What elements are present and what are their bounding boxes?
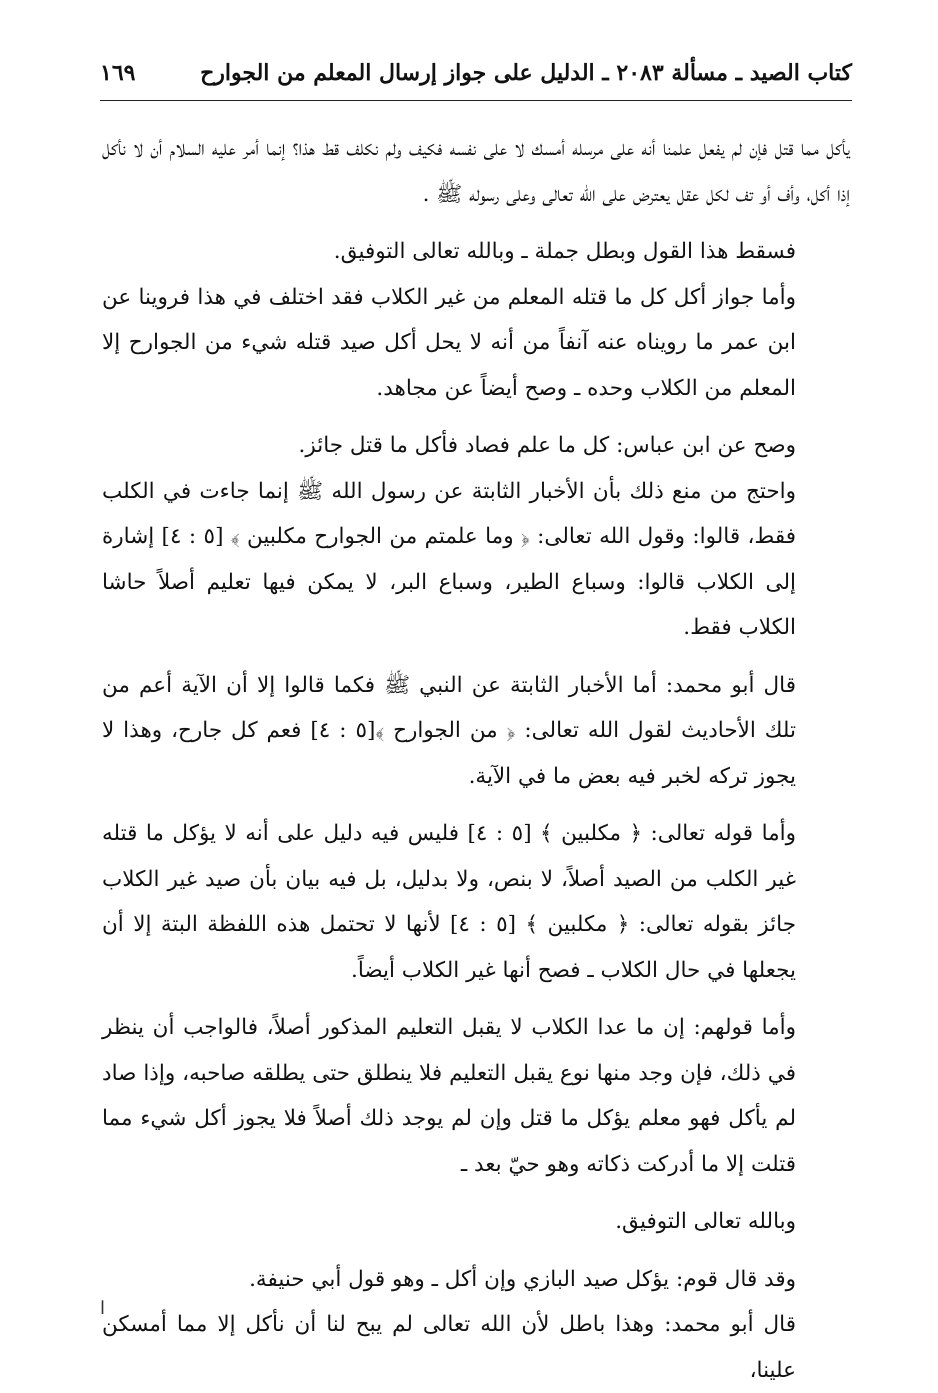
header-divider bbox=[100, 100, 852, 101]
paragraph: واحتج من منع ذلك بأن الأخبار الثابتة عن رسول الله ﷺ إنما جاءت في الكلب فقط، قالوا: وقول الله تعالى: ﴿ وما علمتم من الجوارح مكلبين ﴾ [٥ : ٤] إشارة إلى الكلاب قالوا: وسباع الطير، وسباع البر، لا يمكن فيها تعليم أصلاً حاشا الكلاب فقط. bbox=[102, 478, 796, 640]
running-title: كتاب الصيد ـ مسألة ٢٠٨٣ ـ الدليل على جواز إرسال المعلم من الجوارح bbox=[200, 60, 852, 86]
paragraph: وأما قوله تعالى: ﴿ مكلبين ﴾ [٥ : ٤] فليس فيه دليل على أنه لا يؤكل ما قتله غير الكلب من الصيد أصلاً، لا بنص، ولا بدليل، بل فيه بيان بأن صيد غير الكلاب جائز بقوله تعالى: ﴿ مكلبين ﴾ [٥ : ٤] لأنها لا تحتمل هذه اللفظة البتة إلا أن يجعلها في حال الكلاب ـ فصح أنها غير الكلاب أيضاً. bbox=[102, 821, 796, 983]
paragraph: وأما قولهم: إن ما عدا الكلاب لا يقبل التعليم المذكور أصلاً، فالواجب أن ينظر في ذلك، فإن وجد منها نوع يقبل التعليم فلا ينطلق حتى يطلقه صاحبه، وإذا صاد لم يأكل فهو معلم يؤكل ما قتل وإن لم يوجد ذلك أصلاً فلا يجوز أكل شيء مما قتلت إلا ما أدركت ذكاته وهو حيّ بعد ـ bbox=[102, 1015, 796, 1177]
paragraph: وأما جواز أكل كل ما قتله المعلم من غير الكلاب فقد اختلف في هذا فروينا عن ابن عمر ما رويناه عنه آنفاً من أنه لا يحل أكل صيد قتله شيء من الجوارح إلا المعلم من الكلاب وحده ـ وصح أيضاً عن مجاهد. bbox=[102, 284, 796, 401]
paragraph: وصح عن ابن عباس: كل ما علم فصاد فأكل ما قتل جائز. bbox=[298, 433, 796, 458]
paragraph: فسقط هذا القول وبطل جملة ـ وبالله تعالى التوفيق. bbox=[333, 239, 796, 264]
running-header bbox=[100, 52, 852, 90]
paragraph: قال أبو محمد: وهذا باطل لأن الله تعالى لم يبح لنا أن نأكل إلا مما أمسكن علينا، bbox=[102, 1312, 796, 1383]
paragraph: قال أبو محمد: أما الأخبار الثابتة عن النبي ﷺ فكما قالوا إلا أن الآية أعم من تلك الأحاديث لقول الله تعالى: ﴿ من الجوارح ﴾[٥ : ٤] فعم كل جارح، وهذا لا يجوز تركه لخبر فيه بعض ما في الآية. bbox=[102, 672, 796, 789]
page-body bbox=[102, 126, 850, 1393]
paragraph: وبالله تعالى التوفيق. bbox=[615, 1209, 796, 1234]
margin-mark: ا bbox=[100, 1298, 106, 1319]
paragraph: يأكل مما قتل فإن لم يفعل علمنا أنه على مرسله أمسك لا على نفسه فكيف ولم نكلف قط هذا؟ إنما أمر عليه السلام أن لا نأكل إذا أكل، وأف أو تف لكل عقل يعترض على الله تعالى وعلى رسوله ﷺ . bbox=[102, 136, 850, 207]
page-number: ١٦٩ bbox=[100, 60, 136, 86]
paragraph: وقد قال قوم: يؤكل صيد البازي وإن أكل ـ وهو قول أبي حنيفة. bbox=[249, 1266, 796, 1292]
